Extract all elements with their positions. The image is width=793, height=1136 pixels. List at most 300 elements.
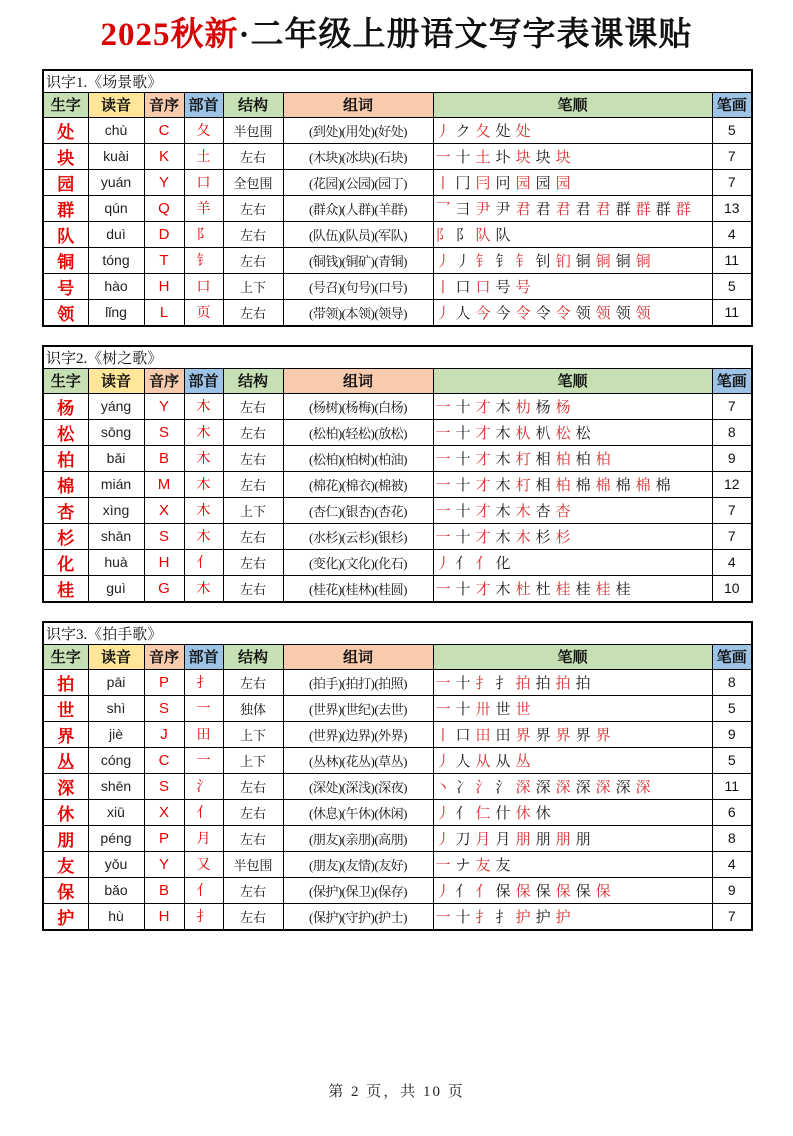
column-header-count: 笔画 — [712, 644, 752, 669]
stroke-stage: 铜 — [595, 253, 611, 270]
cell-pinyin: qún — [88, 195, 144, 221]
cell-words: (号召)(句号)(口号) — [283, 273, 433, 299]
worksheet-page — [0, 14, 793, 1100]
stroke-stage: 柏 — [555, 477, 571, 494]
cell-strokes — [433, 117, 712, 143]
cell-radical: 阝 — [184, 221, 223, 247]
cell-radical: 扌 — [184, 903, 223, 930]
stroke-stage: ナ — [455, 857, 471, 874]
stroke-stage: 朋 — [555, 831, 571, 848]
stroke-stage: 十 — [455, 503, 471, 520]
cell-char: 护 — [43, 903, 88, 930]
stroke-stage: 丿 — [435, 253, 451, 270]
stroke-stage: 保 — [595, 883, 611, 900]
table-title: 识字3.《拍手歌》 — [43, 622, 752, 645]
cell-pinyin: péng — [88, 825, 144, 851]
stroke-stage: 从 — [475, 753, 491, 770]
cell-radical: 口 — [184, 169, 223, 195]
cell-initial: S — [144, 419, 184, 445]
stroke-stage: 界 — [575, 727, 591, 744]
stroke-stage: 铜 — [575, 253, 591, 270]
table-row — [43, 773, 752, 799]
stroke-stage: 钔 — [555, 253, 571, 270]
table-row — [43, 799, 752, 825]
cell-structure: 左右 — [223, 247, 283, 273]
stroke-stage: 冃 — [475, 175, 491, 192]
cell-strokes — [433, 549, 712, 575]
cell-words: (休息)(午休)(休闲) — [283, 799, 433, 825]
stroke-stage: 深 — [515, 779, 531, 796]
cell-radical: 木 — [184, 523, 223, 549]
cell-count: 8 — [712, 419, 752, 445]
cell-count: 7 — [712, 393, 752, 419]
stroke-stage: 杨 — [535, 399, 551, 416]
stroke-stage: 尹 — [475, 201, 491, 218]
stroke-stage: 世 — [495, 701, 511, 718]
stroke-stage: 领 — [575, 305, 591, 322]
cell-char: 界 — [43, 721, 88, 747]
stroke-stage: 口 — [455, 727, 471, 744]
cell-radical: 亻 — [184, 799, 223, 825]
cell-pinyin: pāi — [88, 669, 144, 695]
stroke-stage: 乛 — [435, 201, 451, 218]
column-header-radical: 部首 — [184, 92, 223, 117]
cell-strokes — [433, 721, 712, 747]
cell-char: 拍 — [43, 669, 88, 695]
cell-initial: C — [144, 117, 184, 143]
stroke-stage: 朲 — [515, 425, 531, 442]
stroke-stage: 杨 — [555, 399, 571, 416]
stroke-stage: 田 — [475, 727, 491, 744]
cell-char: 松 — [43, 419, 88, 445]
page-footer: 第 2 页，共 10 页 — [328, 1084, 465, 1100]
cell-char: 深 — [43, 773, 88, 799]
stroke-stage: 一 — [435, 701, 451, 718]
cell-structure: 左右 — [223, 299, 283, 326]
cell-pinyin: shì — [88, 695, 144, 721]
cell-words: (朋友)(友情)(友好) — [283, 851, 433, 877]
stroke-stage: 深 — [555, 779, 571, 796]
column-header-pinyin: 读音 — [88, 644, 144, 669]
cell-radical: 羊 — [184, 195, 223, 221]
stroke-stage: 木 — [515, 503, 531, 520]
stroke-stage: 界 — [515, 727, 531, 744]
stroke-stage: 亻 — [475, 555, 491, 572]
table-body — [43, 393, 752, 602]
stroke-stage: 棉 — [655, 477, 671, 494]
cell-structure: 上下 — [223, 721, 283, 747]
cell-strokes — [433, 221, 712, 247]
column-header-strokes: 笔顺 — [433, 368, 712, 393]
stroke-stage: 队 — [475, 227, 491, 244]
cell-words: (拍手)(拍打)(拍照) — [283, 669, 433, 695]
cell-count: 11 — [712, 299, 752, 326]
cell-radical: 一 — [184, 695, 223, 721]
column-header-pinyin: 读音 — [88, 92, 144, 117]
table-body — [43, 117, 752, 326]
table-header-row — [43, 644, 752, 669]
stroke-stage: 才 — [475, 581, 491, 598]
stroke-stage: 君 — [575, 201, 591, 218]
cell-radical: 田 — [184, 721, 223, 747]
stroke-stage: 口 — [455, 279, 471, 296]
stroke-stage: 领 — [635, 305, 651, 322]
cell-words: (花园)(公园)(园丁) — [283, 169, 433, 195]
stroke-stage: 君 — [515, 201, 531, 218]
cell-strokes — [433, 143, 712, 169]
stroke-stage: 亻 — [475, 883, 491, 900]
stroke-stage: 丨 — [435, 279, 451, 296]
stroke-stage: 朋 — [575, 831, 591, 848]
cell-count: 7 — [712, 523, 752, 549]
stroke-stage: 丿 — [435, 883, 451, 900]
cell-pinyin: duì — [88, 221, 144, 247]
cell-count: 6 — [712, 799, 752, 825]
stroke-stage: 一 — [435, 425, 451, 442]
cell-char: 领 — [43, 299, 88, 326]
stroke-stage: 刀 — [455, 831, 471, 848]
cell-strokes — [433, 195, 712, 221]
stroke-stage: 一 — [435, 451, 451, 468]
table-row — [43, 523, 752, 549]
cell-pinyin: mián — [88, 471, 144, 497]
stroke-stage: 朋 — [535, 831, 551, 848]
cell-structure: 上下 — [223, 273, 283, 299]
stroke-stage: 月 — [475, 831, 491, 848]
cell-structure: 左右 — [223, 143, 283, 169]
cell-strokes — [433, 497, 712, 523]
cell-char: 化 — [43, 549, 88, 575]
stroke-stage: 号 — [515, 279, 531, 296]
cell-count: 10 — [712, 575, 752, 602]
stroke-stage: 木 — [495, 477, 511, 494]
stroke-stage: 木 — [495, 425, 511, 442]
stroke-stage: 钅 — [495, 253, 511, 270]
stroke-stage: 休 — [535, 805, 551, 822]
stroke-stage: 块 — [555, 149, 571, 166]
column-header-structure: 结构 — [223, 368, 283, 393]
stroke-stage: 拍 — [535, 675, 551, 692]
stroke-stage: 丨 — [435, 727, 451, 744]
stroke-stage: 友 — [495, 857, 511, 874]
cell-strokes — [433, 747, 712, 773]
stroke-stage: 冋 — [495, 175, 511, 192]
cell-structure: 左右 — [223, 523, 283, 549]
cell-count: 11 — [712, 247, 752, 273]
stroke-stage: 十 — [455, 477, 471, 494]
cell-words: (变化)(文化)(化石) — [283, 549, 433, 575]
cell-char: 世 — [43, 695, 88, 721]
table-row — [43, 247, 752, 273]
cell-pinyin: tóng — [88, 247, 144, 273]
cell-pinyin: shēn — [88, 773, 144, 799]
cell-strokes — [433, 299, 712, 326]
column-header-structure: 结构 — [223, 644, 283, 669]
stroke-stage: 一 — [435, 399, 451, 416]
stroke-stage: 队 — [495, 227, 511, 244]
cell-pinyin: xìng — [88, 497, 144, 523]
stroke-stage: 深 — [615, 779, 631, 796]
stroke-stage: 月 — [495, 831, 511, 848]
cell-strokes — [433, 471, 712, 497]
cell-initial: Y — [144, 169, 184, 195]
cell-count: 4 — [712, 549, 752, 575]
stroke-stage: 仁 — [475, 805, 491, 822]
cell-count: 9 — [712, 877, 752, 903]
cell-strokes — [433, 419, 712, 445]
stroke-stage: 护 — [555, 909, 571, 926]
table-row — [43, 419, 752, 445]
cell-count: 5 — [712, 695, 752, 721]
cell-structure: 左右 — [223, 419, 283, 445]
stroke-stage: 杏 — [555, 503, 571, 520]
table-row — [43, 549, 752, 575]
stroke-stage: 一 — [435, 675, 451, 692]
column-header-strokes: 笔顺 — [433, 92, 712, 117]
cell-char: 铜 — [43, 247, 88, 273]
table-row — [43, 669, 752, 695]
stroke-stage: 丿 — [435, 555, 451, 572]
cell-char: 块 — [43, 143, 88, 169]
cell-structure: 左右 — [223, 903, 283, 930]
cell-strokes — [433, 393, 712, 419]
cell-initial: L — [144, 299, 184, 326]
column-header-words: 组词 — [283, 644, 433, 669]
cell-strokes — [433, 825, 712, 851]
column-header-strokes: 笔顺 — [433, 644, 712, 669]
table-row — [43, 747, 752, 773]
cell-structure: 左右 — [223, 877, 283, 903]
stroke-stage: 君 — [535, 201, 551, 218]
cell-radical: 氵 — [184, 773, 223, 799]
stroke-stage: 十 — [455, 425, 471, 442]
cell-count: 4 — [712, 221, 752, 247]
stroke-stage: 尹 — [495, 201, 511, 218]
cell-char: 柏 — [43, 445, 88, 471]
cell-pinyin: shān — [88, 523, 144, 549]
table-row — [43, 221, 752, 247]
stroke-stage: 群 — [635, 201, 651, 218]
stroke-stage: 扌 — [495, 909, 511, 926]
stroke-stage: 处 — [515, 123, 531, 140]
stroke-stage: 一 — [435, 909, 451, 926]
cell-structure: 左右 — [223, 773, 283, 799]
column-header-radical: 部首 — [184, 368, 223, 393]
table-row — [43, 695, 752, 721]
cell-char: 杨 — [43, 393, 88, 419]
stroke-stage: 松 — [555, 425, 571, 442]
cell-structure: 上下 — [223, 747, 283, 773]
stroke-stage: 朾 — [515, 477, 531, 494]
cell-words: (朋友)(亲朋)(高朋) — [283, 825, 433, 851]
tables-container — [42, 69, 751, 931]
stroke-stage: 十 — [455, 675, 471, 692]
column-header-char: 生字 — [43, 92, 88, 117]
table-row — [43, 471, 752, 497]
cell-strokes — [433, 169, 712, 195]
cell-pinyin: hù — [88, 903, 144, 930]
stroke-stage: 化 — [495, 555, 511, 572]
cell-words: (水杉)(云杉)(银杉) — [283, 523, 433, 549]
stroke-stage: 园 — [515, 175, 531, 192]
cell-radical: 木 — [184, 575, 223, 602]
cell-initial: B — [144, 877, 184, 903]
table-title: 识字2.《树之歌》 — [43, 346, 752, 369]
stroke-stage: 君 — [555, 201, 571, 218]
stroke-stage: 处 — [495, 123, 511, 140]
stroke-stage: 保 — [515, 883, 531, 900]
cell-pinyin: huà — [88, 549, 144, 575]
column-header-char: 生字 — [43, 644, 88, 669]
cell-structure: 左右 — [223, 393, 283, 419]
cell-initial: P — [144, 669, 184, 695]
cell-char: 丛 — [43, 747, 88, 773]
table-row — [43, 877, 752, 903]
stroke-stage: 木 — [495, 503, 511, 520]
stroke-stage: 领 — [615, 305, 631, 322]
cell-initial: J — [144, 721, 184, 747]
page-title-accent: 2025秋新 — [100, 17, 239, 53]
cell-structure: 左右 — [223, 445, 283, 471]
cell-pinyin: chù — [88, 117, 144, 143]
stroke-stage: 才 — [475, 425, 491, 442]
stroke-stage: 才 — [475, 477, 491, 494]
stroke-stage: 才 — [475, 451, 491, 468]
stroke-stage: 拍 — [555, 675, 571, 692]
stroke-stage: 拍 — [575, 675, 591, 692]
cell-char: 保 — [43, 877, 88, 903]
stroke-stage: 铜 — [615, 253, 631, 270]
cell-pinyin: bǎo — [88, 877, 144, 903]
stroke-stage: 深 — [575, 779, 591, 796]
stroke-stage: 才 — [475, 503, 491, 520]
cell-pinyin: yáng — [88, 393, 144, 419]
stroke-stage: 柏 — [575, 451, 591, 468]
cell-initial: X — [144, 497, 184, 523]
cell-count: 7 — [712, 169, 752, 195]
cell-strokes — [433, 247, 712, 273]
cell-words: (丛林)(花丛)(草丛) — [283, 747, 433, 773]
stroke-stage: 桂 — [615, 581, 631, 598]
cell-pinyin: xiū — [88, 799, 144, 825]
cell-initial: H — [144, 273, 184, 299]
stroke-stage: 块 — [515, 149, 531, 166]
stroke-stage: 亻 — [455, 805, 471, 822]
cell-count: 4 — [712, 851, 752, 877]
stroke-stage: 丛 — [515, 753, 531, 770]
stroke-stage: 友 — [475, 857, 491, 874]
column-header-initial: 音序 — [144, 92, 184, 117]
cell-initial: Y — [144, 851, 184, 877]
cell-words: (杏仁)(银杏)(杏花) — [283, 497, 433, 523]
stroke-stage: 一 — [435, 149, 451, 166]
cell-structure: 左右 — [223, 549, 283, 575]
cell-radical: 亻 — [184, 549, 223, 575]
stroke-stage: 夂 — [475, 123, 491, 140]
stroke-stage: 一 — [435, 477, 451, 494]
stroke-stage: 桂 — [595, 581, 611, 598]
table-row — [43, 195, 752, 221]
stroke-stage: 丿 — [435, 305, 451, 322]
stroke-stage: 群 — [655, 201, 671, 218]
stroke-stage: 今 — [475, 305, 491, 322]
stroke-stage: 氵 — [495, 779, 511, 796]
table-row — [43, 393, 752, 419]
cell-strokes — [433, 695, 712, 721]
cell-words: (杨树)(杨梅)(白杨) — [283, 393, 433, 419]
cell-words: (群众)(人群)(羊群) — [283, 195, 433, 221]
stroke-stage: 柏 — [555, 451, 571, 468]
cell-words: (深处)(深浅)(深夜) — [283, 773, 433, 799]
stroke-stage: 群 — [615, 201, 631, 218]
stroke-stage: 深 — [635, 779, 651, 796]
cell-pinyin: yuán — [88, 169, 144, 195]
stroke-stage: 棉 — [595, 477, 611, 494]
cell-strokes — [433, 851, 712, 877]
cell-strokes — [433, 669, 712, 695]
table-row — [43, 721, 752, 747]
stroke-stage: 卅 — [475, 701, 491, 718]
stroke-stage: 十 — [455, 149, 471, 166]
cell-strokes — [433, 877, 712, 903]
table-body — [43, 669, 752, 930]
cell-count: 5 — [712, 747, 752, 773]
stroke-stage: 界 — [535, 727, 551, 744]
stroke-stage: 朸 — [515, 399, 531, 416]
stroke-stage: 田 — [495, 727, 511, 744]
cell-initial: H — [144, 549, 184, 575]
stroke-stage: 杏 — [535, 503, 551, 520]
stroke-stage: 钅 — [515, 253, 531, 270]
stroke-stage: 园 — [555, 175, 571, 192]
cell-char: 朋 — [43, 825, 88, 851]
cell-radical: 又 — [184, 851, 223, 877]
cell-initial: S — [144, 523, 184, 549]
table-row — [43, 445, 752, 471]
cell-count: 13 — [712, 195, 752, 221]
cell-strokes — [433, 773, 712, 799]
cell-radical: 木 — [184, 497, 223, 523]
stroke-stage: 钊 — [535, 253, 551, 270]
stroke-stage: 休 — [515, 805, 531, 822]
cell-radical: 夂 — [184, 117, 223, 143]
cell-words: (世界)(世纪)(去世) — [283, 695, 433, 721]
cell-initial: Y — [144, 393, 184, 419]
stroke-stage: 桂 — [555, 581, 571, 598]
stroke-stage: 杜 — [515, 581, 531, 598]
table-row — [43, 273, 752, 299]
cell-strokes — [433, 273, 712, 299]
stroke-stage: 十 — [455, 529, 471, 546]
stroke-stage: 界 — [555, 727, 571, 744]
stroke-stage: 人 — [455, 305, 471, 322]
stroke-stage: 领 — [595, 305, 611, 322]
stroke-stage: 保 — [535, 883, 551, 900]
stroke-stage: 保 — [575, 883, 591, 900]
cell-char: 处 — [43, 117, 88, 143]
stroke-stage: 十 — [455, 581, 471, 598]
stroke-stage: 令 — [535, 305, 551, 322]
stroke-stage: 丿 — [435, 123, 451, 140]
stroke-stage: 棉 — [635, 477, 651, 494]
stroke-stage: 丿 — [435, 831, 451, 848]
stroke-stage: 十 — [455, 399, 471, 416]
cell-count: 12 — [712, 471, 752, 497]
stroke-stage: 世 — [515, 701, 531, 718]
stroke-stage: ク — [455, 123, 471, 140]
stroke-stage: 今 — [495, 305, 511, 322]
cell-count: 5 — [712, 273, 752, 299]
